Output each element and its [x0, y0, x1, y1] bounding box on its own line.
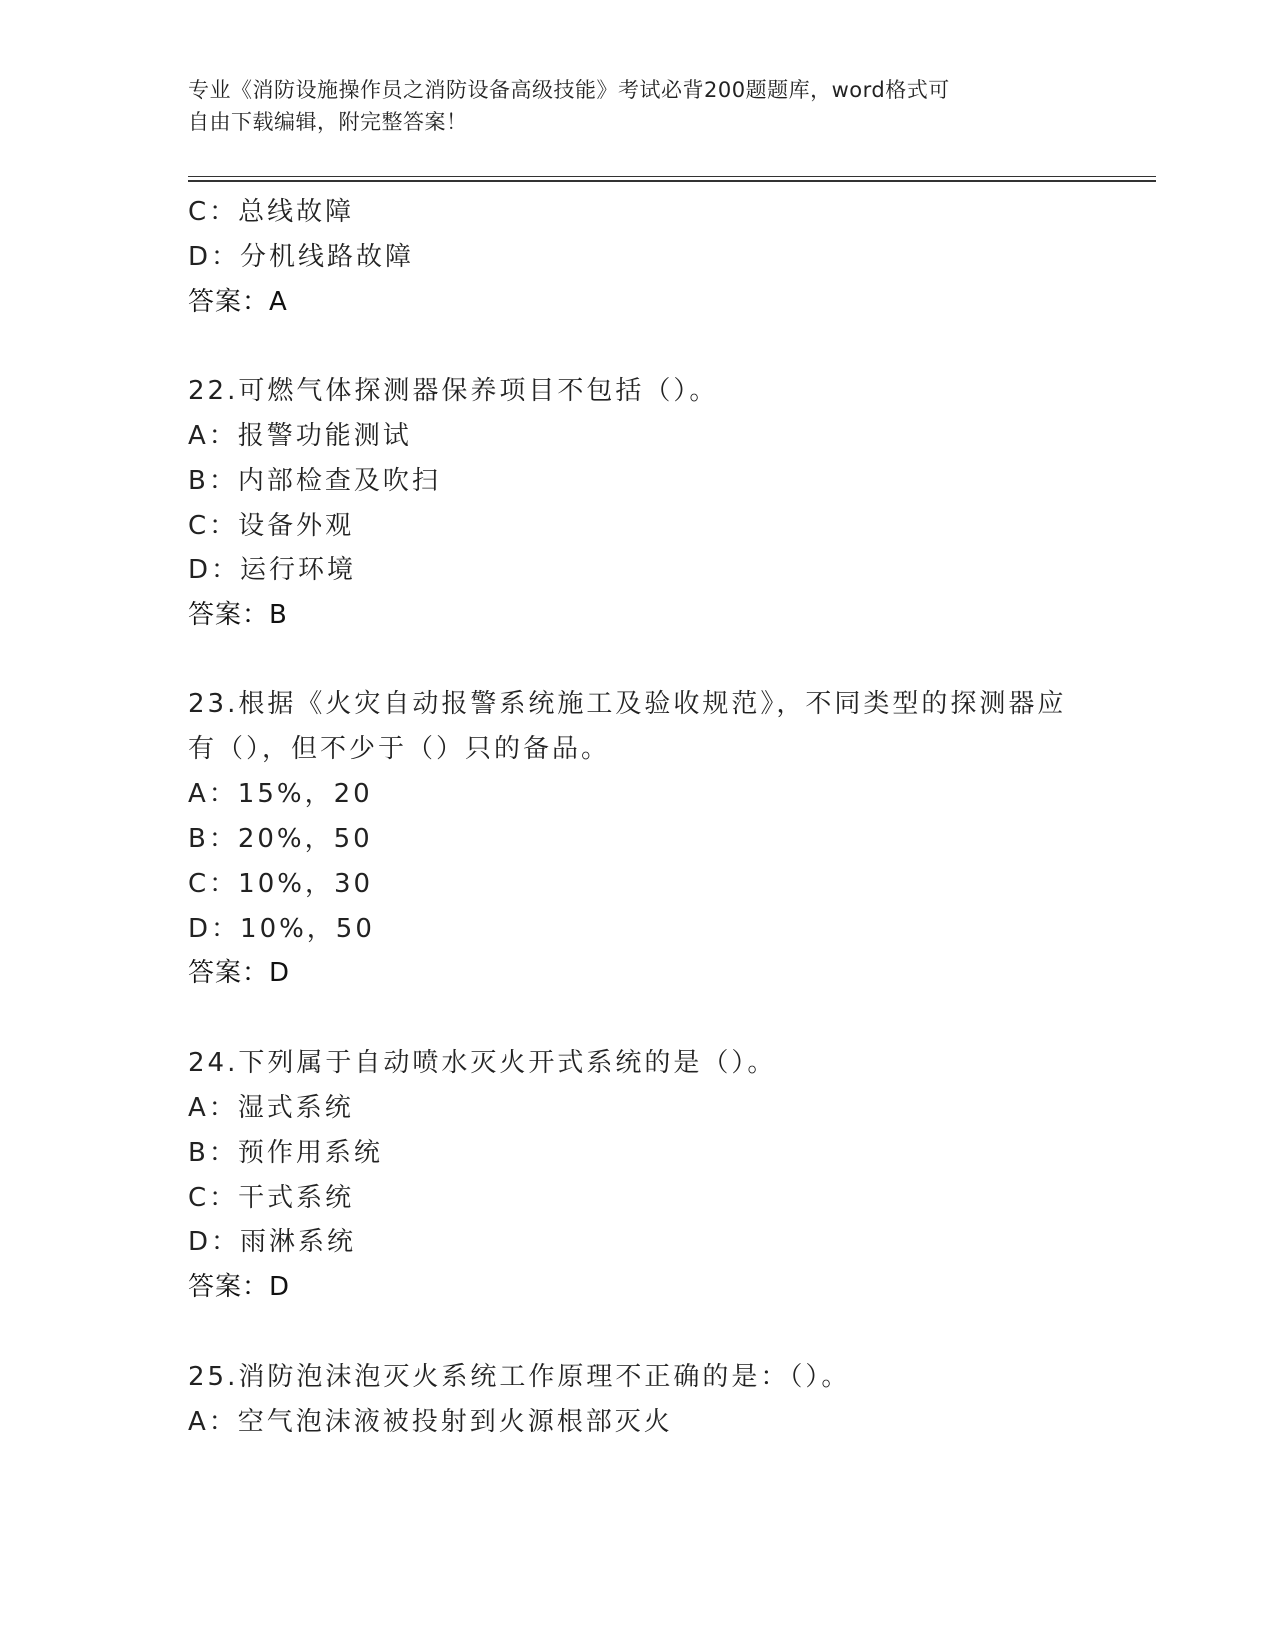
header-divider-thin [188, 176, 1156, 177]
q23-option-c: C：10%，30 [188, 869, 374, 899]
q22-stem: 22.可燃气体探测器保养项目不包括（）。 [188, 376, 719, 406]
prev-answer: 答案：A [188, 287, 288, 317]
q24-stem: 24.下列属于自动喷水灭火开式系统的是（）。 [188, 1048, 777, 1078]
q22-option-b: B：内部检查及吹扫 [188, 466, 441, 496]
q22-option-c: C：设备外观 [188, 511, 355, 541]
q22-option-d: D：运行环境 [188, 555, 357, 585]
q22-answer: 答案：B [188, 600, 288, 630]
header-divider-thick [188, 180, 1156, 182]
header-line-1: 专业《消防设施操作员之消防设备高级技能》考试必背200题题库，word格式可 [188, 78, 950, 102]
q23-stem-line-2: 有（），但不少于（）只的备品。 [188, 734, 611, 764]
header-line-2: 自由下载编辑，附完整答案！ [188, 110, 468, 134]
q24-option-a: A：湿式系统 [188, 1093, 354, 1123]
q24-answer: 答案：D [188, 1272, 291, 1302]
q24-option-b: B：预作用系统 [188, 1138, 383, 1168]
prev-option-d: D：分机线路故障 [188, 242, 415, 272]
q25-stem: 25.消防泡沫泡灭火系统工作原理不正确的是：（）。 [188, 1362, 851, 1392]
q23-answer: 答案：D [188, 958, 291, 988]
document-header [188, 74, 1088, 138]
q23-option-a: A：15%，20 [188, 779, 373, 809]
q22-option-a: A：报警功能测试 [188, 421, 412, 451]
q24-option-c: C：干式系统 [188, 1183, 355, 1213]
q25-option-a: A：空气泡沫液被投射到火源根部灭火 [188, 1407, 673, 1437]
prev-option-c: C：总线故障 [188, 197, 355, 227]
q23-option-b: B：20%，50 [188, 824, 373, 854]
q23-option-d: D：10%，50 [188, 914, 375, 944]
q23-stem-line-1: 23.根据《火灾自动报警系统施工及验收规范》，不同类型的探测器应 [188, 689, 1067, 719]
q24-option-d: D：雨淋系统 [188, 1227, 357, 1257]
